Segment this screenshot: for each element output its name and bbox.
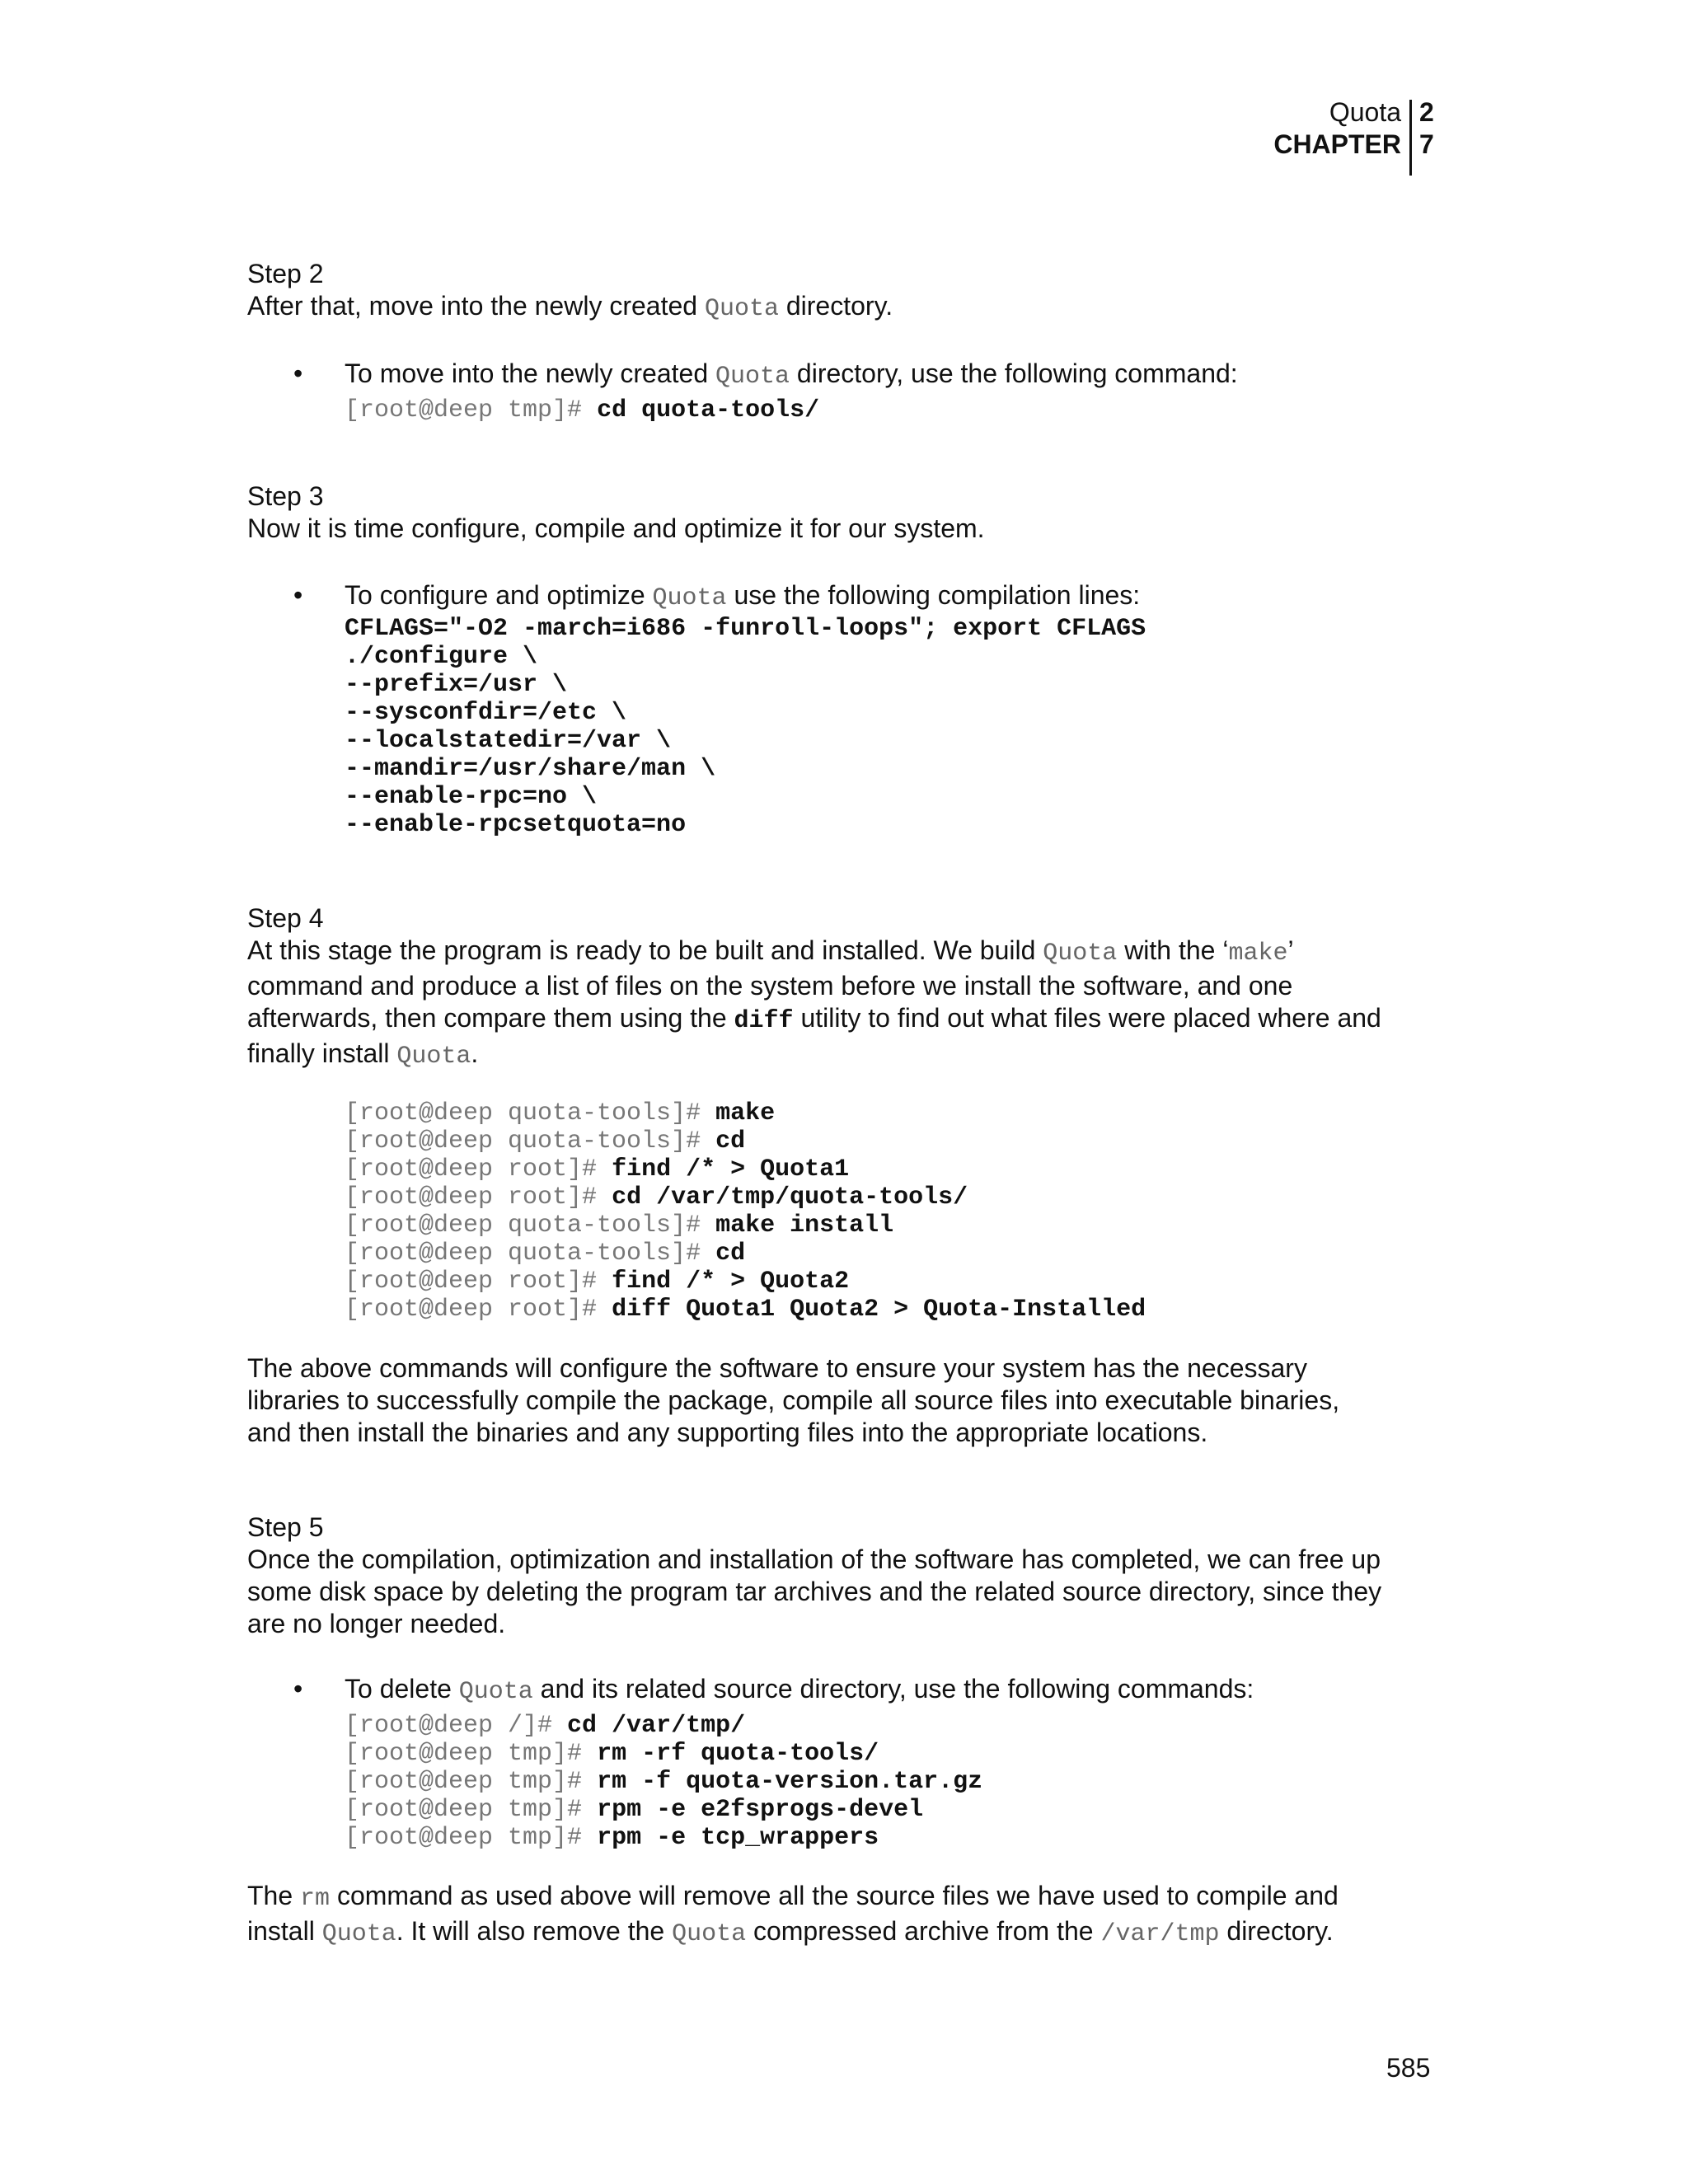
step4-line4: finally install Quota. xyxy=(247,1038,479,1071)
step4-title: Step 4 xyxy=(247,903,324,933)
bullet-icon: • xyxy=(293,359,303,388)
header-chapter-number xyxy=(1419,96,1434,161)
step4-line2: command and produce a list of files on the system before we install the software, and one xyxy=(247,971,1293,1001)
step3-bullet: To configure and optimize Quota use the following compilation lines: CFLAGS="-O2 -march=i686 -funroll-loops"; export CFLAGS ./configure \ --prefix=/usr \ --sysconfdir=/etc \ --localstatedir=/var \ --mandir=/usr/share/man \ --enable-rpc=no \ --enable-rpcsetquota=no xyxy=(345,579,1441,839)
page-number: 585 xyxy=(1386,2053,1431,2083)
chapter-number-a: 2 xyxy=(1419,97,1434,127)
step3-title: Step 3 xyxy=(247,481,324,511)
step5-line: Once the compilation, optimization and installation of the software has completed, we can free up xyxy=(247,1544,1381,1574)
inline-code-bold: diff xyxy=(734,1007,794,1035)
code-line: ./configure \ xyxy=(345,643,538,671)
header-chapter-label: CHAPTER xyxy=(1273,129,1401,159)
header-left xyxy=(1273,96,1401,161)
code-line: [root@deep quota-tools]# cd xyxy=(345,1240,746,1268)
header-title: Quota xyxy=(1329,97,1401,127)
step5-code-block xyxy=(345,1708,1441,1852)
code-line: --localstatedir=/var \ xyxy=(345,727,672,755)
page-header xyxy=(0,96,1688,175)
inline-code: Quota xyxy=(321,1920,396,1948)
step5-title: Step 5 xyxy=(247,1512,324,1542)
bullet-icon: • xyxy=(293,580,303,610)
step3-paragraph: Now it is time configure, compile and optimize it for our system. xyxy=(247,513,985,543)
chapter-number-b: 7 xyxy=(1419,129,1434,159)
step3-code-block xyxy=(345,615,1441,839)
code-line: CFLAGS="-O2 -march=i686 -funroll-loops"; export CFLAGS xyxy=(345,615,1146,643)
step2-paragraph: After that, move into the newly created Quota directory. xyxy=(247,291,893,323)
code-line: [root@deep root]# find /* > Quota1 xyxy=(345,1155,850,1183)
step2-command: [root@deep tmp]# cd quota-tools/ xyxy=(345,396,820,424)
step2-bullet: To move into the newly created Quota directory, use the following command: [root@deep tmp]# cd quota-tools/ xyxy=(345,358,1441,421)
code-line: --sysconfdir=/etc \ xyxy=(345,699,627,727)
code-line: [root@deep quota-tools]# cd xyxy=(345,1127,746,1155)
step5-bullet: To delete Quota and its related source directory, use the following commands: [root@deep /]# cd /var/tmp/ [root@deep tmp]# rm -rf quota-tools/ [root@deep tmp]# rm -f quota-version.tar.gz [root@deep tmp]# rpm -e e2fsprogs-devel [root@deep tmp]# rpm -e tcp_wrappers xyxy=(345,1673,1441,1849)
code-line: [root@deep quota-tools]# make xyxy=(345,1099,776,1127)
code-line: [root@deep tmp]# rm -f quota-version.tar.gz xyxy=(345,1768,983,1796)
final-line: The rm command as used above will remove all the source files we have used to compile and xyxy=(247,1881,1339,1913)
step4-line3: afterwards, then compare them using the diff utility to find out what files were placed where and xyxy=(247,1003,1381,1035)
code-line: [root@deep root]# find /* > Quota2 xyxy=(345,1268,850,1296)
step4-line1: At this stage the program is ready to be built and installed. We build Quota with the ‘make’ xyxy=(247,935,1294,968)
code-line: [root@deep root]# diff Quota1 Quota2 > Quota-Installed xyxy=(345,1296,1146,1324)
summary-line: libraries to successfully compile the package, compile all source files into executable binaries, xyxy=(247,1385,1340,1415)
code-line: --enable-rpc=no \ xyxy=(345,783,598,811)
final-paragraph xyxy=(247,1880,1442,1951)
inline-code: Quota xyxy=(672,1920,747,1948)
header-divider xyxy=(1409,100,1412,176)
inline-code: Quota xyxy=(396,1043,471,1071)
step3-section xyxy=(247,480,1442,545)
step4-section xyxy=(247,902,1442,1073)
inline-code: rm xyxy=(300,1885,331,1913)
final-line: install Quota. It will also remove the Quota compressed archive from the /var/tmp directory. xyxy=(247,1916,1334,1948)
inline-code: Quota xyxy=(715,363,790,391)
code-line: --mandir=/usr/share/man \ xyxy=(345,755,716,783)
code-line: [root@deep tmp]# rpm -e tcp_wrappers xyxy=(345,1824,879,1852)
code-line: [root@deep quota-tools]# make install xyxy=(345,1212,894,1240)
inline-code: make xyxy=(1228,940,1288,968)
step4-summary xyxy=(247,1352,1442,1449)
step4-code-block xyxy=(345,1096,1146,1324)
inline-code: Quota xyxy=(1043,940,1118,968)
summary-line: The above commands will configure the software to ensure your system has the necessary xyxy=(247,1353,1307,1383)
inline-code: Quota xyxy=(704,295,779,323)
inline-code: Quota xyxy=(652,584,727,612)
step5-line: are no longer needed. xyxy=(247,1609,506,1638)
step2-section xyxy=(247,258,1442,326)
code-line: [root@deep /]# cd /var/tmp/ xyxy=(345,1712,746,1740)
code-line: [root@deep tmp]# rpm -e e2fsprogs-devel xyxy=(345,1796,924,1824)
code-line: --enable-rpcsetquota=no xyxy=(345,811,687,839)
code-line: --prefix=/usr \ xyxy=(345,671,568,699)
code-line: [root@deep tmp]# rm -rf quota-tools/ xyxy=(345,1740,879,1768)
summary-line: and then install the binaries and any supporting files into the appropriate locations. xyxy=(247,1418,1208,1447)
inline-code: /var/tmp xyxy=(1100,1920,1220,1948)
inline-code: Quota xyxy=(458,1678,533,1706)
step2-title: Step 2 xyxy=(247,259,324,288)
step5-line: some disk space by deleting the program tar archives and the related source directory, since they xyxy=(247,1577,1382,1606)
bullet-icon: • xyxy=(293,1674,303,1704)
code-line: [root@deep root]# cd /var/tmp/quota-tools/ xyxy=(345,1183,968,1212)
step5-section xyxy=(247,1511,1442,1640)
